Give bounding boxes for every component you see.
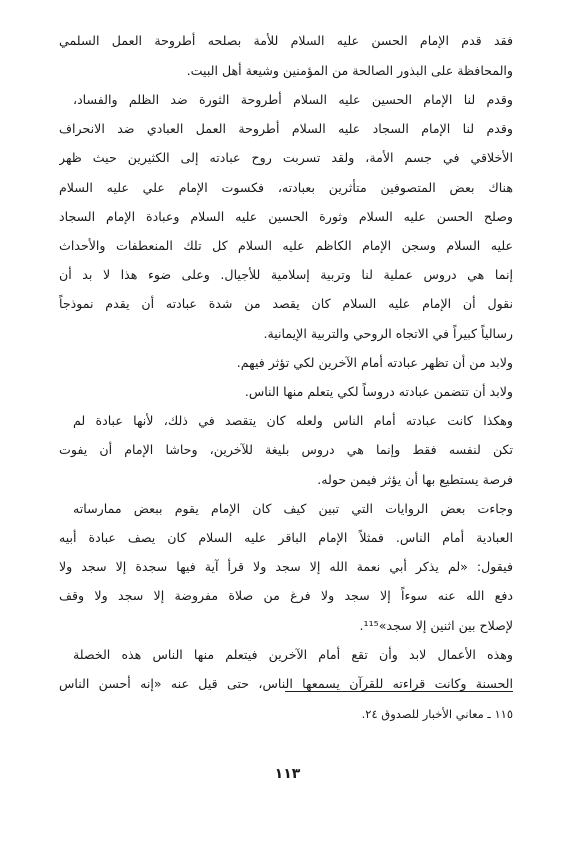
body-line: تكن لنفسه فقط وإنما هي دروس بليغة للآخرين، وحاشا الإمام أن يفوت <box>59 442 513 457</box>
body-line: وقدم لنا الإمام الحسين عليه السلام أطروحة الثورة ضد الظلم والفساد، <box>73 92 513 107</box>
body-line: فقد قدم الإمام الحسن عليه السلام للأمة بصلحه أطروحة العمل السلمي <box>59 33 513 48</box>
footnote-divider <box>285 691 513 692</box>
body-line: عليه السلام وسجن الإمام الكاظم عليه السلام كل تلك المنعطفات والأحداث <box>59 238 513 253</box>
body-line: وهذه الأعمال لابد وأن تقع أمام الآخرين فيتعلم منها الناس هذه الخصلة <box>73 647 513 662</box>
body-line: فرصة يستطيع بها أن يؤثر فيمن حوله. <box>317 472 513 487</box>
footnote: ١١٥ ـ معاني الأخبار للصدوق ٢٤. <box>361 707 513 721</box>
body-line: فيقول: «لم يذكر أبي نعمة الله إلا سجد ولا قرأ آية فيها سجدة إلا سجد ولا <box>59 559 513 574</box>
body-line: وجاءت بعض الروايات التي تبين كيف كان الإمام يقوم ببعض ممارساته <box>73 501 513 516</box>
body-line: وصلح الحسن عليه السلام وثورة الحسين عليه السلام وعبادة الإمام السجاد <box>59 209 513 224</box>
body-line: والمحافظة على البذور الصالحة من المؤمنين وشيعة أهل البيت. <box>186 63 513 78</box>
body-line: الأخلاقي في جسم الأمة، ولقد تسربت روح عبادته إلى الكثيرين حيث ظهر <box>59 150 513 165</box>
page-number: ١١٣ <box>274 766 301 782</box>
body-line: وهكذا كانت عبادته أمام الناس ولعله كان يتقصد في ذلك، لأنها عبادة لم <box>73 413 513 428</box>
body-line: دفع الله عنه سوءاً إلا سجد ولا فرغ من صلاة مفروضة إلا سجد ولا وقف <box>59 588 513 603</box>
body-line: ولابد من أن تظهر عبادته أمام الآخرين لكي تؤثر فيهم. <box>236 355 513 370</box>
body-line: رسالياً كبيراً في الاتجاه الروحي والتربية الإيمانية. <box>263 326 513 341</box>
body-line: العبادية أمام الناس. فمثلاً الإمام الباقر عليه السلام كان يصف عبادة أبيه <box>59 530 513 545</box>
body-line: إنما هي دروس عملية لنا وتربية إسلامية للأجيال. وعلى ضوء هذا لا بد أن <box>59 267 513 282</box>
body-line: نقول أن الإمام عليه السلام كان يقصد من شدة عبادته أن يقدم نموذجاً <box>59 296 513 311</box>
body-line: الحسنة وكانت قراءته للقرآن يسمعها الناس، حتى قيل عنه «إنه أحسن الناس <box>59 676 513 691</box>
body-line: لإصلاح بين اثنين إلا سجد»¹¹⁵. <box>359 618 513 633</box>
body-line: وقدم لنا الإمام السجاد عليه السلام أطروحة العمل العبادي ضد الانحراف <box>59 121 513 136</box>
body-line: ولابد أن تتضمن عبادته دروساً لكي يتعلم منها الناس. <box>244 384 513 399</box>
body-line: هناك بعض المتصوفين متأثرين بعبادته، فكسوت الإمام علي عليه السلام <box>59 180 513 195</box>
